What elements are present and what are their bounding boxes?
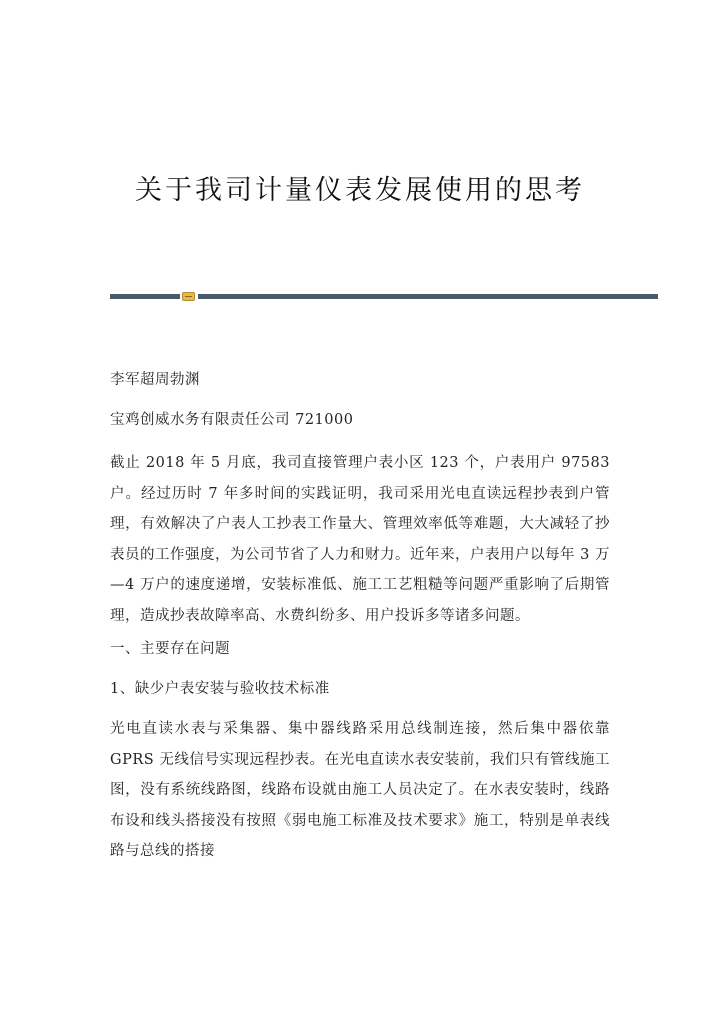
body-paragraph-1: 截止 2018 年 5 月底，我司直接管理户表小区 123 个，户表用户 97583 户。经过历时 7 年多时间的实践证明，我司采用光电直读远程抄表到户管理，有效解决了户表人工抄表工作量大、管理效率低等难题，大大减轻了抄表员的工作强度，为公司节省了人力和财力。近年来，户表用户以每年 3 万—4 万户的速度递增，安装标准低、施工工艺粗糙等问题严重影响了后期管理，造成抄表故障率高、水费纠纷多、用户投诉多等诸多问题。 (110, 455, 610, 624)
document-body (110, 368, 610, 867)
divider-bar-right (198, 294, 658, 299)
organization-line: 宝鸡创威水务有限责任公司 721000 (110, 412, 354, 428)
title-divider (110, 292, 658, 300)
author-line: 李军超周勃渊 (110, 372, 200, 388)
subsection-heading-1: 1、缺少户表安装与验收技术标准 (110, 681, 330, 697)
divider-bar-left (110, 294, 180, 299)
body-paragraph-2: 光电直读水表与采集器、集中器线路采用总线制连接，然后集中器依靠 GPRS 无线信号实现远程抄表。在光电直读水表安装前，我们只有管线施工图，没有系统线路图，线路布设就由施工人员决定了。在水表安装时，线路布设和线头搭接没有按照《弱电施工标准及技术要求》施工，特别是单表线路与总线的搭接 (110, 721, 610, 859)
document-title: 关于我司计量仪表发展使用的思考 (135, 175, 585, 206)
section-heading-1: 一、主要存在问题 (110, 641, 230, 657)
book-icon (182, 292, 195, 301)
